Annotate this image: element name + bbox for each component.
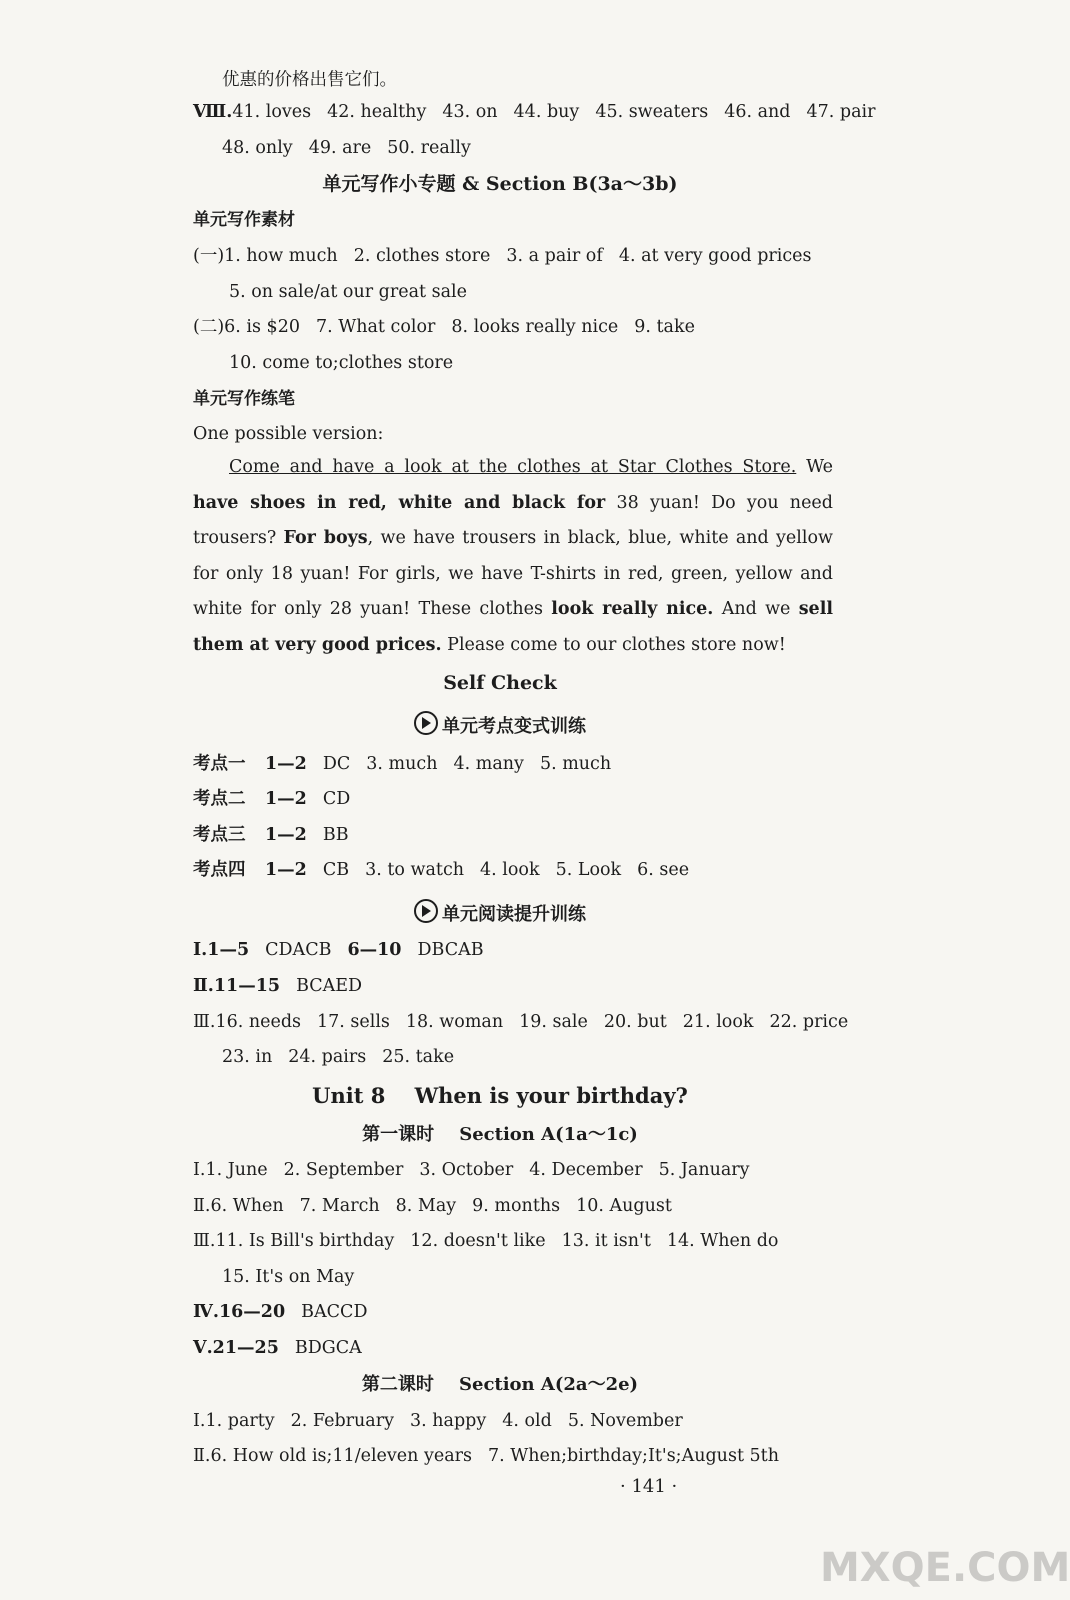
answer-item: 23. in — [222, 1047, 273, 1067]
part-label: (二) — [193, 317, 225, 337]
answer-item: 4. December — [529, 1160, 643, 1180]
answer-item: 2. February — [290, 1411, 394, 1431]
answer-item: 3. happy — [409, 1411, 487, 1431]
material-part1-row1 — [193, 248, 828, 266]
answer-item: 7. What color — [315, 317, 436, 337]
kd-label: 考点四 — [193, 860, 246, 880]
answer-item: BACCD — [301, 1302, 368, 1322]
answer-item: 10. come to;clothes store — [229, 353, 454, 373]
answer-item: 42. healthy — [327, 102, 427, 122]
answer-item: 47. pair — [806, 102, 876, 122]
practice-title: 单元写作练笔 — [193, 389, 295, 409]
answer-range: Ⅳ.16—20 — [193, 1302, 286, 1322]
l1-row4 — [222, 1269, 370, 1287]
arrow-circle-icon — [414, 711, 438, 735]
answer-item: 7. When;birthday;It's;August 5th — [488, 1446, 779, 1466]
answer-item: DC — [322, 754, 351, 774]
l1-row5 — [193, 1304, 383, 1322]
answer-item: 4. at very good prices — [618, 246, 812, 266]
answer-range: Ⅱ.11—15 — [193, 976, 281, 996]
kd2-row — [193, 791, 366, 809]
answer-item: 10. August — [576, 1196, 672, 1216]
part-label: (一) — [193, 246, 225, 266]
watermark-text: MXQE.COM — [820, 1545, 1070, 1591]
arrow-circle-icon — [414, 899, 438, 923]
essay-bold: have shoes in red, white and black for — [193, 492, 606, 513]
essay-text: We — [796, 457, 834, 477]
sub-heading-text: 单元考点变式训练 — [442, 716, 586, 737]
answer-item: CD — [322, 789, 351, 809]
answer-item: 46. and — [724, 102, 791, 122]
reading-row4 — [222, 1049, 470, 1067]
answer-item: 25. take — [382, 1047, 455, 1067]
answer-item: 5. on sale/at our great sale — [229, 282, 467, 302]
essay-text: Please come to our clothes store now! — [441, 634, 786, 655]
answer-item: 2. clothes store — [353, 246, 491, 266]
answer-item: 44. buy — [513, 102, 580, 122]
page-number: · 141 · — [620, 1476, 678, 1497]
answer-item: 43. on — [442, 102, 498, 122]
essay-bold: look really nice. — [551, 599, 714, 619]
answer-item: 45. sweaters — [595, 102, 709, 122]
answer-item: 17. sells — [317, 1012, 390, 1032]
l1-row2 — [193, 1198, 688, 1216]
answer-range: 6—10 — [347, 940, 402, 960]
answer-item: 4. many — [453, 754, 524, 774]
self-check-sub1 — [0, 711, 1000, 736]
answer-range: 1—2 — [265, 860, 307, 880]
kd3-row — [193, 827, 365, 845]
answer-item: 15. It's on May — [222, 1267, 355, 1287]
material-part1-row2 — [229, 284, 483, 302]
answer-item: 5. Look — [555, 860, 622, 880]
answer-item: Ⅰ.1. party — [193, 1411, 275, 1431]
kd-label: 考点一 — [193, 754, 246, 774]
answer-item: 50. really — [387, 138, 471, 158]
answer-item: 5. much — [539, 754, 612, 774]
essay-text: And we — [713, 599, 799, 619]
answer-item: Ⅰ.1. June — [193, 1160, 268, 1180]
section-label: Ⅷ. — [193, 102, 233, 122]
answer-item: 14. When do — [666, 1231, 779, 1251]
answer-item: CB — [322, 860, 350, 880]
answer-item: 5. November — [567, 1411, 683, 1431]
answer-item: 2. September — [283, 1160, 404, 1180]
self-check-sub2 — [0, 899, 1000, 924]
answer-range: 1—2 — [265, 825, 307, 845]
answer-item: 4. old — [502, 1411, 552, 1431]
answer-item: BB — [322, 825, 349, 845]
answer-item: 48. only — [222, 138, 293, 158]
reading-row3 — [193, 1014, 864, 1032]
kd4-row — [193, 862, 705, 880]
answer-item: 3. to watch — [365, 860, 465, 880]
answer-item: Ⅲ.11. Is Bill's birthday — [193, 1231, 395, 1251]
answer-item: Ⅱ.6. When — [193, 1196, 284, 1216]
answer-item: 21. look — [682, 1012, 754, 1032]
answer-item: 7. March — [299, 1196, 380, 1216]
essay-underlined: Come and have a look at the clothes at Star Clothes Store. — [229, 457, 797, 477]
answer-item: 22. price — [769, 1012, 849, 1032]
lesson2-title: 第二课时 Section A(2a～2e) — [361, 1374, 639, 1395]
essay-text: , we have trousers in black, blue, white and yellow for only 18 yuan! For girls, we have T-shirts in red, green, yellow and white for only 28 yuan! These clothes — [193, 528, 833, 619]
answer-item: 4. look — [480, 860, 540, 880]
version-label: One possible version: — [193, 424, 384, 444]
l1-row3 — [193, 1233, 794, 1251]
answer-item: 3. October — [419, 1160, 514, 1180]
answer-item: 49. are — [308, 138, 372, 158]
reading-row1 — [193, 942, 500, 960]
answer-item: 24. pairs — [288, 1047, 367, 1067]
material-part2-row2 — [229, 355, 469, 373]
answer-item: Ⅲ.16. needs — [193, 1012, 301, 1032]
answer-item: BCAED — [296, 976, 363, 996]
answer-item: DBCAB — [417, 940, 484, 960]
answer-item: 6. see — [637, 860, 690, 880]
answer-range: Ⅰ.1—5 — [193, 940, 250, 960]
answer-range: 1—2 — [265, 754, 307, 774]
answer-item: CDACB — [265, 940, 332, 960]
answer-item: 6. is $20 — [224, 317, 300, 337]
answer-item: 1. how much — [224, 246, 338, 266]
essay-bold: sell them at very good prices. — [193, 599, 833, 655]
answer-item: BDGCA — [294, 1338, 362, 1358]
sample-essay — [193, 450, 833, 663]
section-viii-row2 — [222, 140, 487, 158]
lesson1-title: 第一课时 Section A(1a～1c) — [362, 1124, 638, 1145]
l1-row6 — [193, 1340, 378, 1358]
answer-item: 3. much — [366, 754, 438, 774]
essay-bold: For boys — [283, 528, 368, 548]
answer-range: Ⅴ.21—25 — [193, 1338, 279, 1358]
writing-section-title: 单元写作小专题 & Section B(3a～3b) — [322, 173, 678, 195]
answer-item: 8. May — [395, 1196, 457, 1216]
answer-item: 13. it isn't — [561, 1231, 651, 1251]
kd-label: 考点二 — [193, 789, 246, 809]
unit8-title: Unit 8 When is your birthday? — [312, 1083, 688, 1108]
answer-item: 9. take — [634, 317, 695, 337]
answer-item: 18. woman — [405, 1012, 504, 1032]
reading-row2 — [193, 978, 378, 996]
essay-text: 38 yuan! Do you need trousers? — [193, 492, 833, 548]
l1-row1 — [193, 1162, 766, 1180]
self-check-title: Self Check — [443, 672, 557, 694]
answer-item: 41. loves — [232, 102, 312, 122]
answer-item: 19. sale — [519, 1012, 588, 1032]
l2-row1 — [193, 1413, 699, 1431]
answer-item: 8. looks really nice — [451, 317, 619, 337]
sub-heading-text: 单元阅读提升训练 — [442, 904, 586, 925]
answer-item: 3. a pair of — [506, 246, 603, 266]
kd1-row — [193, 756, 627, 774]
answer-item: 20. but — [603, 1012, 667, 1032]
kd-label: 考点三 — [193, 825, 246, 845]
intro-text: 优惠的价格出售它们。 — [222, 70, 397, 90]
material-title: 单元写作素材 — [193, 210, 295, 230]
answer-item: 12. doesn't like — [410, 1231, 546, 1251]
answer-item: 5. January — [658, 1160, 750, 1180]
l2-row2 — [193, 1448, 795, 1466]
answer-range: 1—2 — [265, 789, 307, 809]
answer-item: 9. months — [472, 1196, 561, 1216]
answer-item: Ⅱ.6. How old is;11/eleven years — [193, 1446, 473, 1466]
material-part2-row1 — [193, 319, 711, 337]
section-viii-row1 — [193, 104, 892, 122]
